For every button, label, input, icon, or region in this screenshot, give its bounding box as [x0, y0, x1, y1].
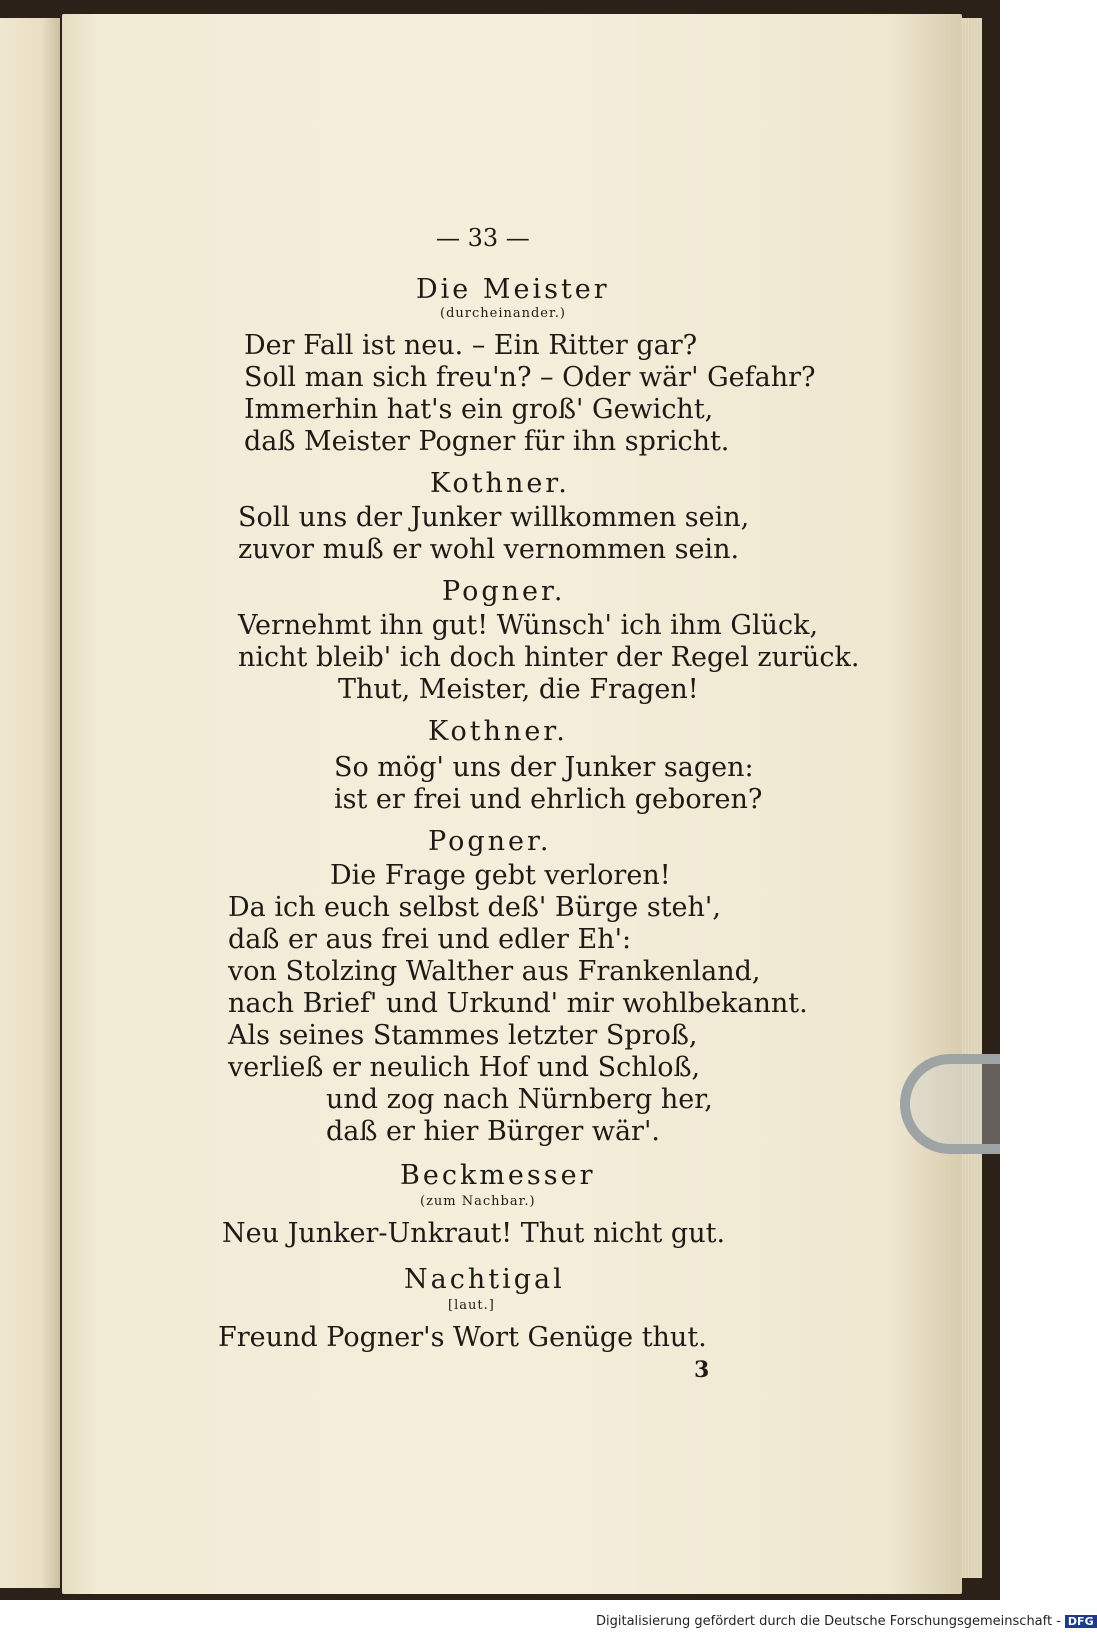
- speaker-name: Kothner.: [430, 468, 570, 499]
- verse-line: daß Meister Pogner für ihn spricht.: [244, 426, 730, 457]
- verse-line: von Stolzing Walther aus Frankenland,: [228, 956, 761, 987]
- speaker-name: Kothner.: [428, 716, 568, 747]
- verse-line: Der Fall ist neu. – Ein Ritter gar?: [244, 330, 698, 361]
- verse-line: Vernehmt ihn gut! Wünsch' ich ihm Glück,: [238, 610, 819, 641]
- verse-line: Freund Pogner's Wort Genüge thut.: [218, 1322, 707, 1353]
- verse-line: Thut, Meister, die Fragen!: [338, 674, 699, 705]
- verse-line: Soll man sich freu'n? – Oder wär' Gefahr?: [244, 362, 816, 393]
- verse-line: So mög' uns der Junker sagen:: [334, 752, 754, 783]
- signature-mark: 3: [694, 1357, 710, 1383]
- page-number: — 33 —: [436, 224, 530, 252]
- verse-line: nach Brief' und Urkund' mir wohlbekannt.: [228, 988, 808, 1019]
- dfg-logo: DFG: [1065, 1615, 1097, 1628]
- stage-direction: [laut.]: [448, 1298, 495, 1313]
- verse-line: nicht bleib' ich doch hinter der Regel zurück.: [238, 642, 860, 673]
- speaker-name: Pogner.: [428, 826, 552, 857]
- footer-text: Digitalisierung gefördert durch die Deutsche Forschungsgemeinschaft -: [596, 1614, 1061, 1629]
- verse-line: Die Frage gebt verloren!: [330, 860, 671, 891]
- verse-line: Als seines Stammes letzter Sproß,: [228, 1020, 698, 1051]
- page-clip: [900, 1054, 1000, 1154]
- verse-line: daß er hier Bürger wär'.: [326, 1116, 660, 1147]
- verse-line: zuvor muß er wohl vernommen sein.: [238, 534, 740, 565]
- verse-line: und zog nach Nürnberg her,: [326, 1084, 713, 1115]
- verse-line: Soll uns der Junker willkommen sein,: [238, 502, 750, 533]
- verse-line: ist er frei und ehrlich geboren?: [334, 784, 763, 815]
- verse-line: Neu Junker-Unkraut! Thut nicht gut.: [222, 1218, 726, 1249]
- speaker-name: Pogner.: [442, 576, 566, 607]
- stage-direction: (durcheinander.): [440, 306, 566, 321]
- stage-direction: (zum Nachbar.): [420, 1194, 536, 1209]
- verse-line: verließ er neulich Hof und Schloß,: [228, 1052, 701, 1083]
- footer-credit: [596, 1614, 1097, 1629]
- verse-line: Da ich euch selbst deß' Bürge steh',: [228, 892, 721, 923]
- speaker-name: Die Meister: [416, 274, 610, 305]
- verse-line: Immerhin hat's ein groß' Gewicht,: [244, 394, 714, 425]
- facing-page-edge: [0, 18, 60, 1588]
- speaker-name: Nachtigal: [404, 1264, 565, 1295]
- verse-line: daß er aus frei und edler Eh':: [228, 924, 632, 955]
- speaker-name: Beckmesser: [400, 1160, 596, 1191]
